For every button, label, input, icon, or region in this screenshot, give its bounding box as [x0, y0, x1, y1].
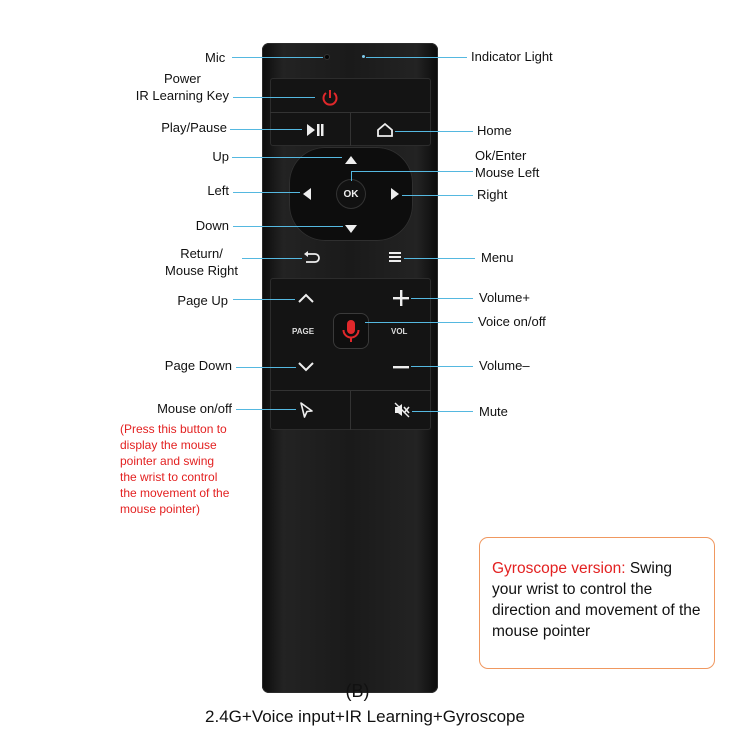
return-icon [302, 248, 320, 266]
plus-icon [392, 289, 410, 307]
page-up-button[interactable] [297, 291, 315, 305]
home-button[interactable] [375, 121, 395, 139]
label-voice: Voice on/off [478, 314, 546, 329]
gyroscope-info-box [479, 537, 715, 669]
power-button[interactable] [318, 88, 342, 108]
right-arrow-icon [389, 186, 401, 202]
label-volume-down: Volume– [479, 358, 530, 373]
label-down: Down [195, 218, 229, 233]
features-caption: 2.4G+Voice input+IR Learning+Gyroscope [205, 707, 525, 726]
label-mic: Mic [205, 50, 226, 65]
play-pause-button[interactable] [304, 122, 326, 138]
vol-label: VOL [391, 327, 408, 336]
label-ok-enter: Ok/Enter Mouse Left [475, 148, 540, 180]
microphone-icon [333, 313, 369, 349]
label-play-pause: Play/Pause [161, 120, 227, 135]
ok-button[interactable]: OK [337, 180, 365, 208]
variant-label: (B) [345, 681, 370, 701]
page-down-button[interactable] [297, 360, 315, 374]
play-pause-icon [304, 122, 326, 138]
label-up: Up [212, 149, 229, 164]
label-indicator-light: Indicator Light [471, 49, 553, 64]
info-highlight: Gyroscope version: [492, 560, 626, 577]
minus-icon [392, 358, 410, 376]
mic-hole [325, 55, 329, 59]
indicator-light [362, 55, 365, 58]
volume-up-button[interactable] [392, 289, 410, 307]
mute-icon [393, 402, 411, 418]
mouse-toggle-button[interactable] [297, 401, 315, 419]
cursor-icon [297, 401, 315, 419]
volume-down-button[interactable] [392, 358, 410, 376]
menu-icon [387, 249, 403, 265]
label-power: Power IR Learning Key [135, 71, 229, 103]
label-right: Right [477, 187, 508, 202]
down-button[interactable] [343, 222, 359, 234]
up-button[interactable] [343, 153, 359, 165]
label-mouse-onoff: Mouse on/off [157, 401, 232, 416]
return-button[interactable] [302, 248, 320, 266]
home-icon [375, 121, 395, 139]
up-arrow-icon [343, 154, 359, 166]
left-button[interactable] [301, 186, 313, 202]
left-arrow-icon [301, 186, 313, 202]
page-label: PAGE [292, 327, 315, 336]
power-icon [318, 88, 342, 108]
label-page-down: Page Down [164, 358, 232, 373]
voice-button[interactable] [333, 313, 369, 349]
label-volume-up: Volume+ [479, 290, 530, 305]
label-mute: Mute [479, 404, 508, 419]
label-menu: Menu [481, 250, 514, 265]
right-button[interactable] [389, 186, 401, 202]
chevron-up-icon [297, 291, 315, 305]
mute-button[interactable] [393, 402, 411, 418]
down-arrow-icon [343, 223, 359, 235]
label-left: Left [207, 183, 229, 198]
label-home: Home [477, 123, 512, 138]
menu-button[interactable] [387, 249, 403, 265]
label-return: Return/ Mouse Right [165, 246, 238, 278]
label-page-up: Page Up [177, 293, 228, 308]
chevron-down-icon [297, 360, 315, 374]
mouse-note: (Press this button to display the mouse pointer and swing the wrist to control the movement of the mouse pointer) [120, 422, 230, 516]
info-text: Swing your wrist to control the direction and movement of the mouse pointer [492, 560, 701, 640]
